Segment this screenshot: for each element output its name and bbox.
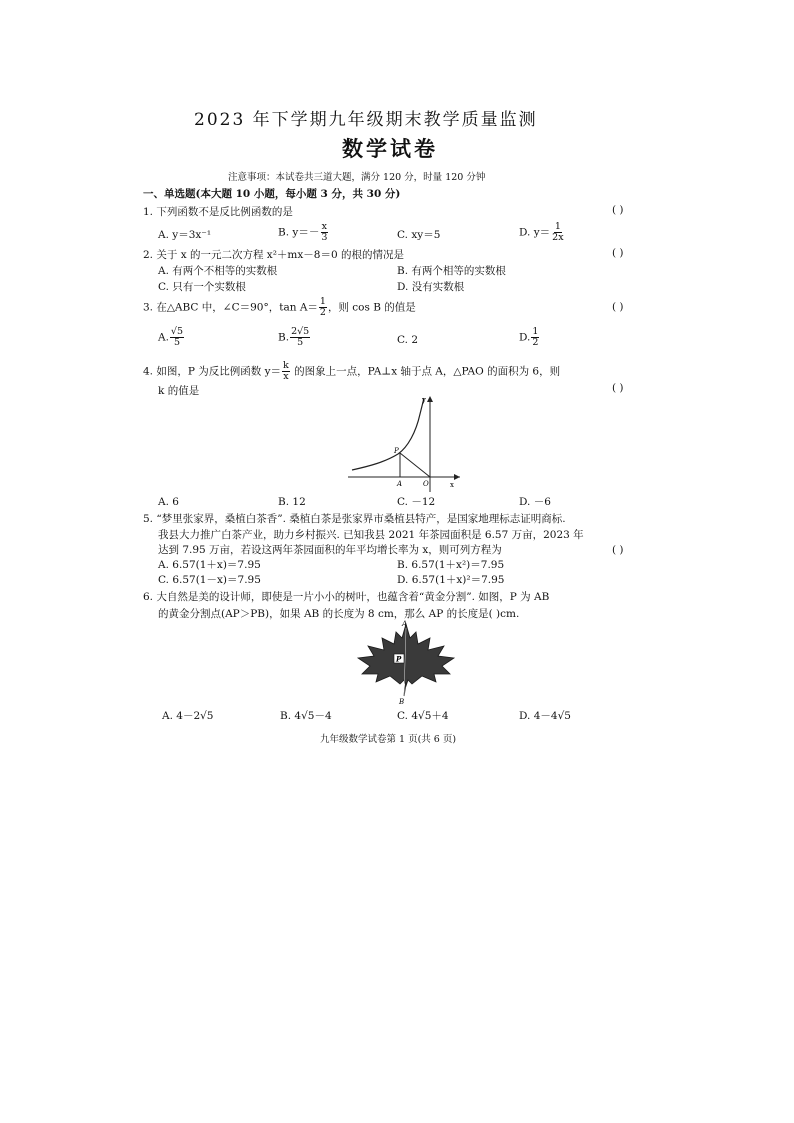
q4-stem-den: x — [283, 371, 289, 382]
answer-paren-4: ( ) — [612, 382, 624, 394]
question-4-stem — [143, 361, 560, 382]
answer-paren-5: ( ) — [612, 544, 624, 556]
q3-d-fraction — [531, 327, 539, 348]
q6-option-b: B. 4√5－4 — [280, 710, 332, 722]
exam-subtitle: 数学试卷 — [342, 136, 438, 161]
q1-d-num: 1 — [554, 221, 561, 232]
q4-option-a: A. 6 — [158, 496, 179, 508]
label-p: P — [396, 654, 402, 664]
q3-a-den: 5 — [173, 337, 180, 348]
q3-option-a — [158, 327, 185, 348]
q3-d-den: 2 — [532, 337, 539, 348]
q2-option-b: B. 有两个相等的实数根 — [397, 265, 506, 277]
q1-option-a: A. y＝3x⁻¹ — [158, 229, 212, 241]
q3-b-num: 2√5 — [291, 326, 310, 337]
label-y: y — [422, 396, 426, 404]
q2-option-d: D. 没有实数根 — [397, 281, 465, 293]
q3-stem-prefix: 3. 在△ABC 中，∠C＝90°，tan A＝ — [143, 301, 318, 314]
q3-b-prefix: B. — [278, 331, 290, 344]
q4-stem-fraction — [282, 361, 290, 382]
q3-stem-num: 1 — [319, 296, 326, 307]
q6-option-c: C. 4√5＋4 — [397, 710, 449, 722]
question-2-stem: 2. 关于 x 的一元二次方程 x²＋mx－8＝0 的根的情况是 — [143, 249, 404, 261]
q3-stem-den: 2 — [319, 307, 326, 318]
label-o: O — [423, 480, 429, 488]
q4-stem-num: k — [283, 360, 289, 371]
q3-stem-suffix: ，则 cos B 的值是 — [327, 301, 416, 314]
question-3-stem — [143, 297, 416, 318]
q3-d-num: 1 — [532, 326, 539, 337]
exam-notice: 注意事项：本试卷共三道大题，满分 120 分，时量 120 分钟 — [228, 172, 486, 183]
q1-b-num: x — [321, 221, 328, 232]
question-5-line2: 我县大力推广白茶产业，助力乡村振兴. 已知我县 2021 年茶园面积是 6.57 万亩，2023 年 — [158, 529, 584, 541]
label-x: x — [450, 481, 454, 489]
q5-option-a: A. 6.57(1＋x)＝7.95 — [158, 559, 261, 571]
q1-b-fraction — [320, 222, 328, 243]
hyperbola-curve — [352, 398, 424, 470]
q4-option-c: C. －12 — [397, 496, 436, 508]
q4-stem-prefix: 4. 如图，P 为反比例函数 y＝ — [143, 365, 282, 378]
q6-option-d: D. 4－4√5 — [519, 710, 571, 722]
q4-option-d: D. －6 — [519, 496, 551, 508]
q3-stem-fraction — [319, 297, 327, 318]
y-axis-arrow — [427, 396, 433, 402]
label-a: A — [402, 620, 408, 628]
q1-option-b — [278, 222, 329, 243]
question-5-line1: 5. “梦里张家界，桑植白茶香”. 桑植白茶是张家界市桑植县特产，是国家地理标志证明商标. — [143, 513, 566, 525]
question-6-line2: 的黄金分割点(AP＞PB)，如果 AB 的长度为 8 cm，那么 AP 的长度是( )cm. — [158, 608, 520, 620]
x-axis-arrow — [454, 474, 460, 480]
question-1-stem: 1. 下列函数不是反比例函数的是 — [143, 206, 293, 218]
label-p: P — [394, 447, 399, 455]
label-b: B — [399, 698, 405, 706]
answer-paren-2: ( ) — [612, 247, 624, 259]
q5-option-d: D. 6.57(1＋x)²＝7.95 — [397, 574, 505, 586]
q1-b-den: 3 — [321, 232, 328, 243]
question-5-line3: 达到 7.95 万亩，若设这两年茶园面积的年平均增长率为 x，则可列方程为 — [158, 544, 502, 556]
answer-paren-1: ( ) — [612, 204, 624, 216]
q6-option-a: A. 4－2√5 — [162, 710, 214, 722]
q1-d-prefix: D. y＝ — [519, 226, 551, 239]
question-6-line1: 6. 大自然是美的设计师，即使是一片小小的树叶，也蕴含着“黄金分割”. 如图，P 为 AB — [143, 591, 550, 603]
exam-title: 2023 年下学期九年级期末教学质量监测 — [194, 110, 538, 130]
q3-b-den: 5 — [297, 337, 304, 348]
question-4-stem-line2: k 的值是 — [158, 385, 200, 397]
q4-option-b: B. 12 — [278, 496, 306, 508]
segment-po — [400, 453, 430, 477]
q1-option-d — [519, 222, 566, 243]
q3-d-prefix: D. — [519, 331, 531, 344]
q2-option-c: C. 只有一个实数根 — [158, 281, 246, 293]
q4-stem-suffix: 的图象上一点，PA⊥x 轴于点 A，△PAO 的面积为 6，则 — [290, 365, 561, 378]
answer-paren-3: ( ) — [612, 301, 624, 313]
q3-option-c: C. 2 — [397, 334, 419, 346]
q1-b-prefix: B. y＝－ — [278, 226, 320, 239]
q1-option-c: C. xy＝5 — [397, 229, 441, 241]
q3-a-prefix: A. — [158, 331, 169, 344]
q6-leaf-figure — [350, 620, 462, 706]
label-a: A — [397, 480, 403, 488]
q3-b-fraction — [290, 327, 310, 348]
q5-option-b: B. 6.57(1＋x²)＝7.95 — [397, 559, 505, 571]
q2-option-a: A. 有两个不相等的实数根 — [158, 265, 278, 277]
q3-a-fraction — [170, 327, 184, 348]
q3-a-num: √5 — [170, 326, 184, 337]
q1-d-den: 2x — [552, 232, 564, 243]
section-heading: 一、单选题(本大题 10 小题，每小题 3 分，共 30 分) — [143, 188, 401, 200]
page-footer: 九年级数学试卷第 1 页(共 6 页) — [320, 734, 457, 745]
q1-d-fraction — [551, 222, 564, 243]
q3-option-b — [278, 327, 311, 348]
q3-option-d — [519, 327, 540, 348]
q4-graph-figure — [340, 392, 465, 494]
q5-option-c: C. 6.57(1－x)＝7.95 — [158, 574, 261, 586]
